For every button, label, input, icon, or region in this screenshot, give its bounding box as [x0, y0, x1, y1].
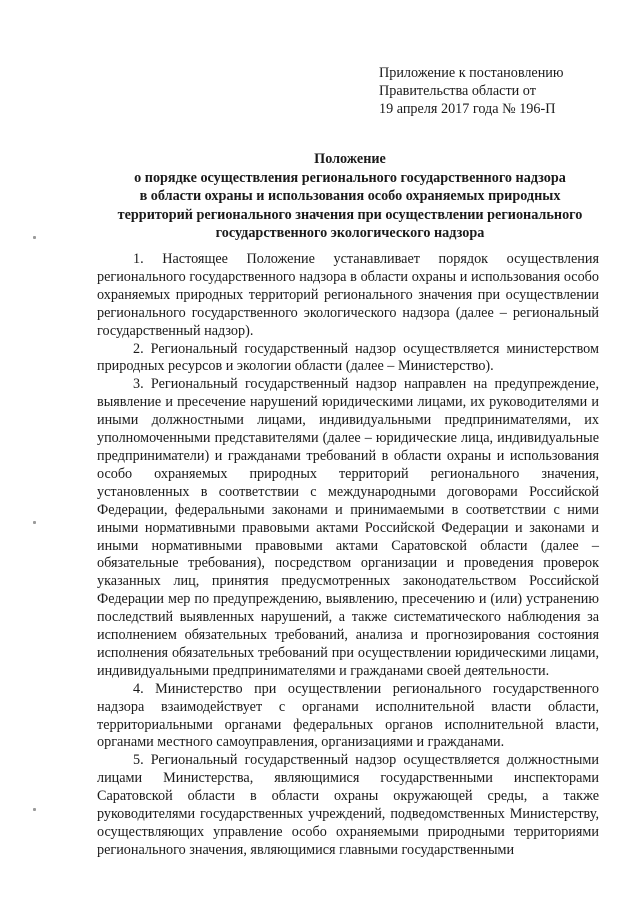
document-body [97, 251, 599, 860]
paragraph-2: 2. Региональный государственный надзор осуществляется министерством природных ресурсов и экологии области (далее – Министерство). [97, 340, 599, 375]
title-line-5: государственного экологического надзора [215, 225, 485, 241]
scan-margin-mark [33, 808, 36, 811]
paragraph-4: 4. Министерство при осуществлении регионального государственного надзора взаимодействует с органами исполнительной власти области, территориальными органами федеральных органов исполнительной власти, органами местного самоуправления, организациями и гражданами. [97, 680, 599, 751]
paragraph-3: 3. Региональный государственный надзор направлен на предупреждение, выявление и пресечение нарушений юридическими лицами, их руководителями и иными должностными лицами, индивидуальными предпринимателями, их уполномоченными представителями (далее – юридические лица, индивидуальные предприниматели) и гражданами требований в области охраны и использования особо охраняемых природных территорий регионального значения, установленных в соответствии с международными договорами Российской Федерации, федеральными законами и принимаемыми в соответствии с ними иными нормативными правовыми актами Российской Федерации и законами и иными нормативными правовыми актами Саратовской области (далее – обязательные требования), посредством организации и проведения проверок указанных лиц, принятия предусмотренных законодательством Российской Федерации мер по предупреждению, выявлению, пресечению и (или) устранению последствий выявленных нарушений, а также систематического наблюдения за исполнением обязательных требований, анализа и прогнозирования состояния исполнения обязательных требований при осуществлении юридическими лицами, индивидуальными предпринимателями и гражданами своей деятельности. [97, 376, 599, 679]
scan-margin-mark [33, 236, 36, 239]
appendix-header [379, 64, 619, 118]
appendix-header-line-3: 19 апреля 2017 года № 196-П [379, 101, 556, 117]
paragraph-1: 1. Настоящее Положение устанавливает порядок осуществления регионального государственного надзора в области охраны и использования особо охраняемых природных территорий регионального значения при осуществлении регионального государственного экологического надзора (далее – региональный государственный надзор). [97, 251, 599, 339]
title-line-3: в области охраны и использования особо охраняемых природных [139, 188, 561, 204]
appendix-header-line-2: Правительства области от [379, 83, 536, 99]
appendix-header-line-1: Приложение к постановлению [379, 65, 564, 81]
title-line-2: о порядке осуществления регионального государственного надзора [134, 169, 566, 186]
title-line-1: Положение [314, 151, 386, 167]
scan-margin-mark [33, 521, 36, 524]
paragraph-5: 5. Региональный государственный надзор осуществляется должностными лицами Министерства, являющимися государственными инспекторами Саратовской области в области охраны окружающей среды, а также руководителями государственных учреждений, подведомственных Министерству, осуществляющих управление особо охраняемыми природными территориями регионального значения, являющимися главными государственными [97, 752, 599, 858]
title-line-4: территорий регионального значения при осуществлении регионального [117, 206, 583, 223]
document-title [90, 150, 610, 243]
